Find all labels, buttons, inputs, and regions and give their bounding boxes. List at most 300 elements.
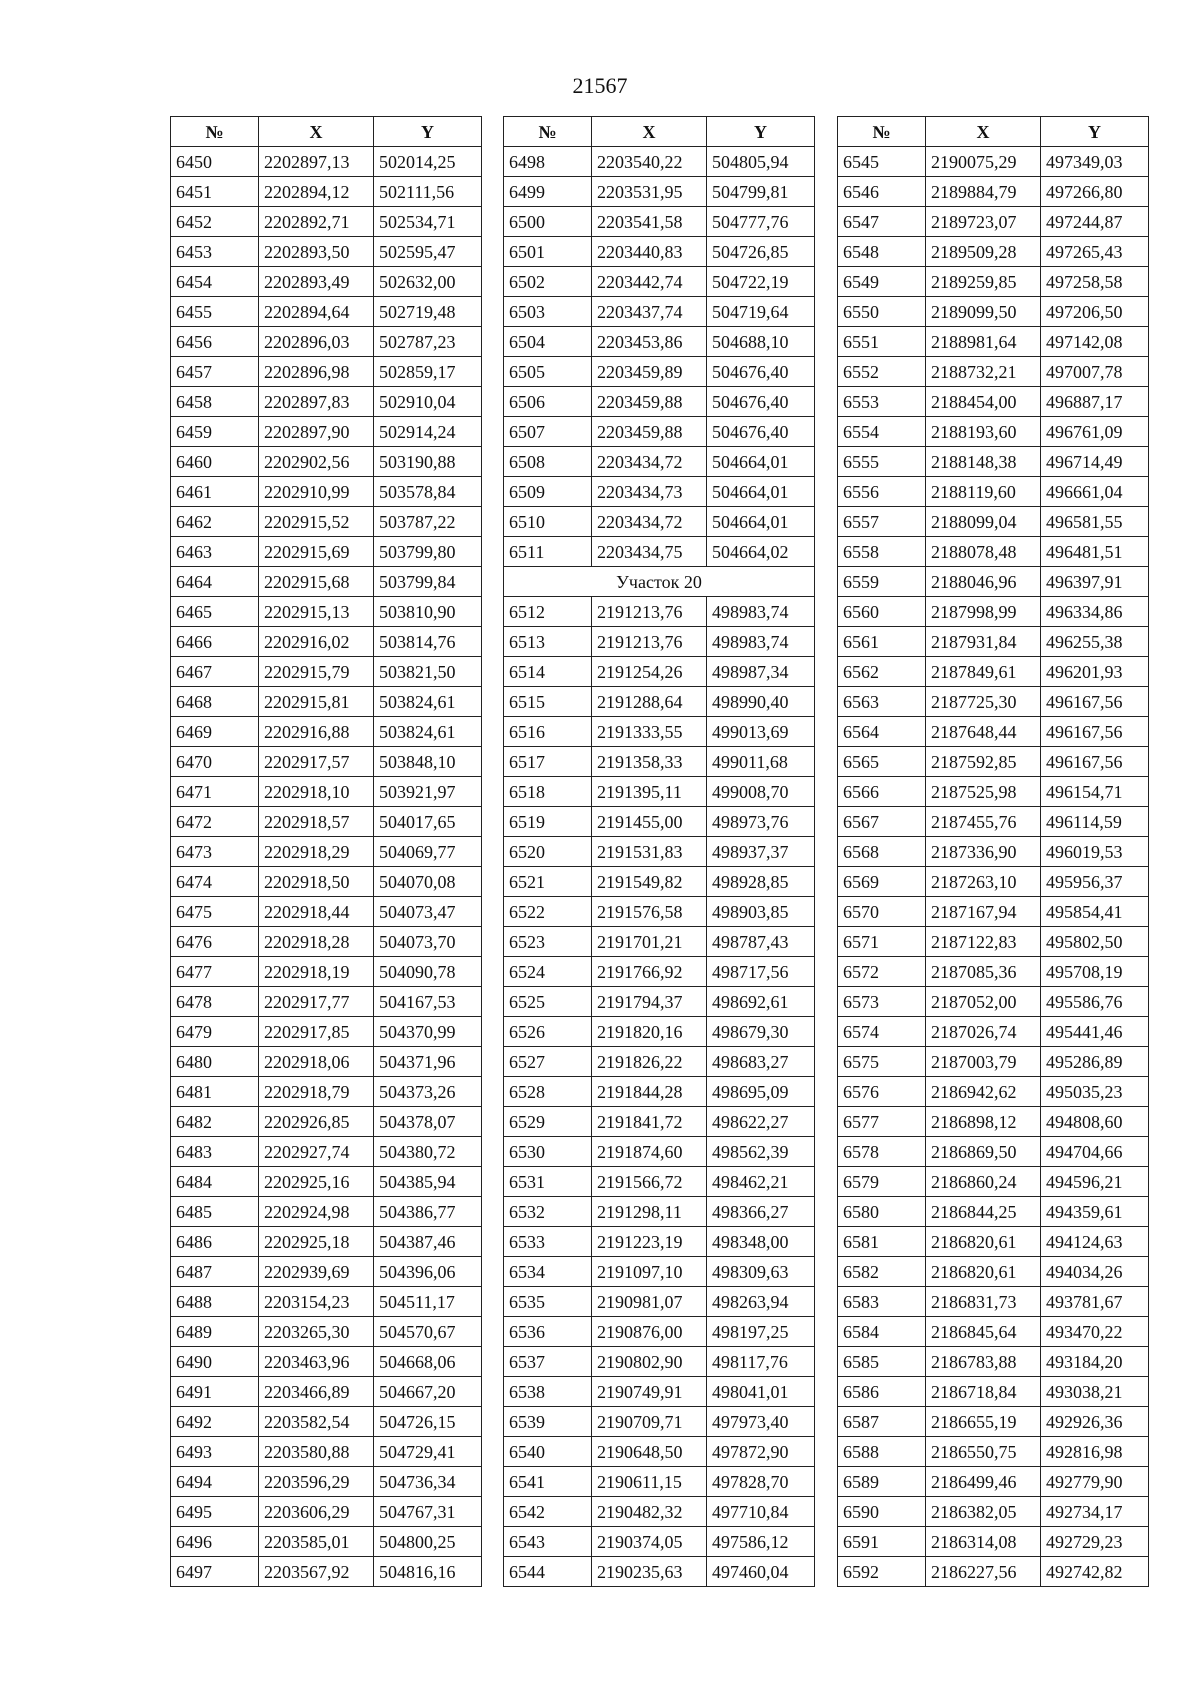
x-coordinate-cell: 2202925,16 (259, 1167, 374, 1197)
table-row (504, 627, 815, 657)
x-coordinate-cell: 2202915,68 (259, 567, 374, 597)
y-coordinate-cell: 493184,20 (1041, 1347, 1149, 1377)
table-row (838, 417, 1149, 447)
table-row (504, 177, 815, 207)
point-number-cell: 6454 (171, 267, 259, 297)
table-row (504, 387, 815, 417)
table-row (504, 327, 815, 357)
point-number-cell: 6543 (504, 1527, 592, 1557)
x-coordinate-cell: 2202893,50 (259, 237, 374, 267)
y-coordinate-cell: 498903,85 (707, 897, 815, 927)
x-coordinate-cell: 2191549,82 (592, 867, 707, 897)
y-coordinate-cell: 492779,90 (1041, 1467, 1149, 1497)
point-number-cell: 6520 (504, 837, 592, 867)
x-coordinate-cell: 2189723,07 (926, 207, 1041, 237)
table-row (504, 927, 815, 957)
point-number-cell: 6570 (838, 897, 926, 927)
point-number-cell: 6590 (838, 1497, 926, 1527)
table-row (171, 507, 482, 537)
table-row (838, 297, 1149, 327)
x-coordinate-cell: 2203582,54 (259, 1407, 374, 1437)
point-number-cell: 6586 (838, 1377, 926, 1407)
point-number-cell: 6527 (504, 1047, 592, 1077)
x-coordinate-cell: 2186860,24 (926, 1167, 1041, 1197)
point-number-cell: 6509 (504, 477, 592, 507)
y-coordinate-cell: 504664,01 (707, 507, 815, 537)
point-number-cell: 6476 (171, 927, 259, 957)
point-number-cell: 6582 (838, 1257, 926, 1287)
point-number-cell: 6461 (171, 477, 259, 507)
x-coordinate-cell: 2191358,33 (592, 747, 707, 777)
y-coordinate-cell: 499013,69 (707, 717, 815, 747)
point-number-cell: 6469 (171, 717, 259, 747)
x-coordinate-cell: 2188046,96 (926, 567, 1041, 597)
table-row (504, 687, 815, 717)
y-coordinate-cell: 494596,21 (1041, 1167, 1149, 1197)
x-coordinate-cell: 2191213,76 (592, 597, 707, 627)
table-row (838, 1167, 1149, 1197)
point-number-cell: 6578 (838, 1137, 926, 1167)
table-row (504, 357, 815, 387)
point-number-cell: 6532 (504, 1197, 592, 1227)
point-number-cell: 6575 (838, 1047, 926, 1077)
y-coordinate-cell: 504387,46 (374, 1227, 482, 1257)
point-number-cell: 6483 (171, 1137, 259, 1167)
y-coordinate-cell: 499008,70 (707, 777, 815, 807)
point-number-cell: 6499 (504, 177, 592, 207)
x-coordinate-cell: 2187849,61 (926, 657, 1041, 687)
y-coordinate-cell: 504767,31 (374, 1497, 482, 1527)
x-coordinate-cell: 2202924,98 (259, 1197, 374, 1227)
table-row (171, 837, 482, 867)
y-coordinate-cell: 502914,24 (374, 417, 482, 447)
point-number-cell: 6497 (171, 1557, 259, 1587)
table-row (171, 987, 482, 1017)
x-coordinate-cell: 2202917,77 (259, 987, 374, 1017)
y-coordinate-cell: 496581,55 (1041, 507, 1149, 537)
table-row (838, 447, 1149, 477)
header-number: № (504, 117, 592, 147)
x-coordinate-cell: 2202918,06 (259, 1047, 374, 1077)
y-coordinate-cell: 504070,08 (374, 867, 482, 897)
x-coordinate-cell: 2191223,19 (592, 1227, 707, 1257)
y-coordinate-cell: 497258,58 (1041, 267, 1149, 297)
x-coordinate-cell: 2203434,72 (592, 507, 707, 537)
x-coordinate-cell: 2186499,46 (926, 1467, 1041, 1497)
point-number-cell: 6516 (504, 717, 592, 747)
x-coordinate-cell: 2191395,11 (592, 777, 707, 807)
x-coordinate-cell: 2191841,72 (592, 1107, 707, 1137)
x-coordinate-cell: 2191826,22 (592, 1047, 707, 1077)
table-row (838, 1407, 1149, 1437)
table-row (838, 867, 1149, 897)
y-coordinate-cell: 492926,36 (1041, 1407, 1149, 1437)
table-row (504, 447, 815, 477)
point-number-cell: 6579 (838, 1167, 926, 1197)
point-number-cell: 6552 (838, 357, 926, 387)
x-coordinate-cell: 2188193,60 (926, 417, 1041, 447)
y-coordinate-cell: 498928,85 (707, 867, 815, 897)
point-number-cell: 6519 (504, 807, 592, 837)
y-coordinate-cell: 503799,80 (374, 537, 482, 567)
x-coordinate-cell: 2188148,38 (926, 447, 1041, 477)
point-number-cell: 6562 (838, 657, 926, 687)
point-number-cell: 6463 (171, 537, 259, 567)
y-coordinate-cell: 493470,22 (1041, 1317, 1149, 1347)
x-coordinate-cell: 2191333,55 (592, 717, 707, 747)
point-number-cell: 6515 (504, 687, 592, 717)
point-number-cell: 6510 (504, 507, 592, 537)
point-number-cell: 6491 (171, 1377, 259, 1407)
table-row (838, 507, 1149, 537)
y-coordinate-cell: 496661,04 (1041, 477, 1149, 507)
y-coordinate-cell: 495802,50 (1041, 927, 1149, 957)
y-coordinate-cell: 498937,37 (707, 837, 815, 867)
point-number-cell: 6478 (171, 987, 259, 1017)
x-coordinate-cell: 2186844,25 (926, 1197, 1041, 1227)
y-coordinate-cell: 503824,61 (374, 717, 482, 747)
table-row (171, 357, 482, 387)
y-coordinate-cell: 503578,84 (374, 477, 482, 507)
table-row (838, 1467, 1149, 1497)
y-coordinate-cell: 497710,84 (707, 1497, 815, 1527)
point-number-cell: 6523 (504, 927, 592, 957)
point-number-cell: 6521 (504, 867, 592, 897)
x-coordinate-cell: 2203567,92 (259, 1557, 374, 1587)
x-coordinate-cell: 2202897,83 (259, 387, 374, 417)
point-number-cell: 6474 (171, 867, 259, 897)
x-coordinate-cell: 2203531,95 (592, 177, 707, 207)
point-number-cell: 6553 (838, 387, 926, 417)
y-coordinate-cell: 495286,89 (1041, 1047, 1149, 1077)
x-coordinate-cell: 2202915,79 (259, 657, 374, 687)
y-coordinate-cell: 498679,30 (707, 1017, 815, 1047)
y-coordinate-cell: 496334,86 (1041, 597, 1149, 627)
y-coordinate-cell: 504380,72 (374, 1137, 482, 1167)
point-number-cell: 6451 (171, 177, 259, 207)
table-row (838, 1227, 1149, 1257)
x-coordinate-cell: 2191576,58 (592, 897, 707, 927)
point-number-cell: 6472 (171, 807, 259, 837)
x-coordinate-cell: 2187725,30 (926, 687, 1041, 717)
point-number-cell: 6477 (171, 957, 259, 987)
y-coordinate-cell: 504396,06 (374, 1257, 482, 1287)
x-coordinate-cell: 2191794,37 (592, 987, 707, 1017)
y-coordinate-cell: 495708,19 (1041, 957, 1149, 987)
header-x: X (259, 117, 374, 147)
x-coordinate-cell: 2203440,83 (592, 237, 707, 267)
point-number-cell: 6561 (838, 627, 926, 657)
x-coordinate-cell: 2203453,86 (592, 327, 707, 357)
table-row (171, 1377, 482, 1407)
y-coordinate-cell: 495586,76 (1041, 987, 1149, 1017)
point-number-cell: 6465 (171, 597, 259, 627)
point-number-cell: 6473 (171, 837, 259, 867)
x-coordinate-cell: 2202918,50 (259, 867, 374, 897)
table-row (504, 1257, 815, 1287)
y-coordinate-cell: 498366,27 (707, 1197, 815, 1227)
point-number-cell: 6565 (838, 747, 926, 777)
x-coordinate-cell: 2191288,64 (592, 687, 707, 717)
point-number-cell: 6585 (838, 1347, 926, 1377)
table-row (171, 1107, 482, 1137)
table-row (171, 177, 482, 207)
table-row (838, 327, 1149, 357)
table-row (171, 1227, 482, 1257)
x-coordinate-cell: 2202893,49 (259, 267, 374, 297)
y-coordinate-cell: 495035,23 (1041, 1077, 1149, 1107)
y-coordinate-cell: 504688,10 (707, 327, 815, 357)
point-number-cell: 6466 (171, 627, 259, 657)
point-number-cell: 6576 (838, 1077, 926, 1107)
y-coordinate-cell: 502014,25 (374, 147, 482, 177)
x-coordinate-cell: 2189099,50 (926, 297, 1041, 327)
table-row (838, 1287, 1149, 1317)
point-number-cell: 6534 (504, 1257, 592, 1287)
table-row (838, 837, 1149, 867)
x-coordinate-cell: 2186783,88 (926, 1347, 1041, 1377)
point-number-cell: 6574 (838, 1017, 926, 1047)
table-row (504, 1557, 815, 1587)
y-coordinate-cell: 497007,78 (1041, 357, 1149, 387)
x-coordinate-cell: 2188099,04 (926, 507, 1041, 537)
point-number-cell: 6464 (171, 567, 259, 597)
y-coordinate-cell: 504736,34 (374, 1467, 482, 1497)
x-coordinate-cell: 2190611,15 (592, 1467, 707, 1497)
table-row (504, 1527, 815, 1557)
y-coordinate-cell: 496714,49 (1041, 447, 1149, 477)
point-number-cell: 6583 (838, 1287, 926, 1317)
table-header-row (838, 117, 1149, 147)
point-number-cell: 6475 (171, 897, 259, 927)
table-row (171, 687, 482, 717)
y-coordinate-cell: 504667,20 (374, 1377, 482, 1407)
point-number-cell: 6537 (504, 1347, 592, 1377)
table-row (838, 537, 1149, 567)
table-row (838, 177, 1149, 207)
x-coordinate-cell: 2186820,61 (926, 1257, 1041, 1287)
x-coordinate-cell: 2202915,81 (259, 687, 374, 717)
table-row (171, 1437, 482, 1467)
section-row (504, 567, 815, 597)
table-row (838, 567, 1149, 597)
table-header-row (504, 117, 815, 147)
point-number-cell: 6587 (838, 1407, 926, 1437)
x-coordinate-cell: 2202918,44 (259, 897, 374, 927)
x-coordinate-cell: 2203434,73 (592, 477, 707, 507)
table-row (171, 1287, 482, 1317)
table-row (171, 477, 482, 507)
table-row (504, 987, 815, 1017)
x-coordinate-cell: 2187263,10 (926, 867, 1041, 897)
x-coordinate-cell: 2202916,02 (259, 627, 374, 657)
table-row (171, 567, 482, 597)
x-coordinate-cell: 2190374,05 (592, 1527, 707, 1557)
point-number-cell: 6559 (838, 567, 926, 597)
x-coordinate-cell: 2189509,28 (926, 237, 1041, 267)
x-coordinate-cell: 2191213,76 (592, 627, 707, 657)
table-row (504, 417, 815, 447)
y-coordinate-cell: 496397,91 (1041, 567, 1149, 597)
x-coordinate-cell: 2190482,32 (592, 1497, 707, 1527)
y-coordinate-cell: 503190,88 (374, 447, 482, 477)
y-coordinate-cell: 497586,12 (707, 1527, 815, 1557)
x-coordinate-cell: 2203154,23 (259, 1287, 374, 1317)
header-number: № (171, 117, 259, 147)
point-number-cell: 6453 (171, 237, 259, 267)
y-coordinate-cell: 496481,51 (1041, 537, 1149, 567)
table-row (504, 147, 815, 177)
point-number-cell: 6487 (171, 1257, 259, 1287)
table-row (838, 987, 1149, 1017)
y-coordinate-cell: 504570,67 (374, 1317, 482, 1347)
y-coordinate-cell: 504511,17 (374, 1287, 482, 1317)
point-number-cell: 6545 (838, 147, 926, 177)
x-coordinate-cell: 2187085,36 (926, 957, 1041, 987)
y-coordinate-cell: 503814,76 (374, 627, 482, 657)
y-coordinate-cell: 504800,25 (374, 1527, 482, 1557)
x-coordinate-cell: 2191254,26 (592, 657, 707, 687)
x-coordinate-cell: 2203580,88 (259, 1437, 374, 1467)
point-number-cell: 6524 (504, 957, 592, 987)
table-row (838, 657, 1149, 687)
table-row (838, 1377, 1149, 1407)
x-coordinate-cell: 2186869,50 (926, 1137, 1041, 1167)
table-row (504, 897, 815, 927)
point-number-cell: 6511 (504, 537, 592, 567)
y-coordinate-cell: 498983,74 (707, 627, 815, 657)
point-number-cell: 6455 (171, 297, 259, 327)
point-number-cell: 6507 (504, 417, 592, 447)
x-coordinate-cell: 2203265,30 (259, 1317, 374, 1347)
table-row (171, 1137, 482, 1167)
y-coordinate-cell: 497266,80 (1041, 177, 1149, 207)
x-coordinate-cell: 2186942,62 (926, 1077, 1041, 1107)
point-number-cell: 6560 (838, 597, 926, 627)
table-row (504, 1317, 815, 1347)
x-coordinate-cell: 2203442,74 (592, 267, 707, 297)
y-coordinate-cell: 504799,81 (707, 177, 815, 207)
y-coordinate-cell: 502719,48 (374, 297, 482, 327)
x-coordinate-cell: 2202894,12 (259, 177, 374, 207)
y-coordinate-cell: 492734,17 (1041, 1497, 1149, 1527)
point-number-cell: 6450 (171, 147, 259, 177)
x-coordinate-cell: 2190802,90 (592, 1347, 707, 1377)
x-coordinate-cell: 2186382,05 (926, 1497, 1041, 1527)
x-coordinate-cell: 2202897,13 (259, 147, 374, 177)
x-coordinate-cell: 2188454,00 (926, 387, 1041, 417)
y-coordinate-cell: 498683,27 (707, 1047, 815, 1077)
table-row (838, 897, 1149, 927)
coordinates-table-3 (837, 116, 1149, 1587)
table-row (838, 957, 1149, 987)
y-coordinate-cell: 499011,68 (707, 747, 815, 777)
point-number-cell: 6456 (171, 327, 259, 357)
point-number-cell: 6546 (838, 177, 926, 207)
y-coordinate-cell: 498622,27 (707, 1107, 815, 1137)
x-coordinate-cell: 2203596,29 (259, 1467, 374, 1497)
y-coordinate-cell: 496167,56 (1041, 717, 1149, 747)
point-number-cell: 6500 (504, 207, 592, 237)
x-coordinate-cell: 2202894,64 (259, 297, 374, 327)
table-row (171, 1017, 482, 1047)
table-row (171, 807, 482, 837)
y-coordinate-cell: 497973,40 (707, 1407, 815, 1437)
y-coordinate-cell: 497460,04 (707, 1557, 815, 1587)
x-coordinate-cell: 2188078,48 (926, 537, 1041, 567)
table-header-row (171, 117, 482, 147)
y-coordinate-cell: 494034,26 (1041, 1257, 1149, 1287)
y-coordinate-cell: 504373,26 (374, 1077, 482, 1107)
x-coordinate-cell: 2203540,22 (592, 147, 707, 177)
point-number-cell: 6573 (838, 987, 926, 1017)
table-row (838, 747, 1149, 777)
x-coordinate-cell: 2202918,10 (259, 777, 374, 807)
point-number-cell: 6529 (504, 1107, 592, 1137)
y-coordinate-cell: 492816,98 (1041, 1437, 1149, 1467)
table-row (171, 1077, 482, 1107)
table-row (504, 1407, 815, 1437)
x-coordinate-cell: 2191766,92 (592, 957, 707, 987)
x-coordinate-cell: 2190648,50 (592, 1437, 707, 1467)
y-coordinate-cell: 503821,50 (374, 657, 482, 687)
point-number-cell: 6512 (504, 597, 592, 627)
table-row (838, 357, 1149, 387)
x-coordinate-cell: 2186831,73 (926, 1287, 1041, 1317)
table-row (504, 1347, 815, 1377)
y-coordinate-cell: 502859,17 (374, 357, 482, 387)
point-number-cell: 6484 (171, 1167, 259, 1197)
table-row (504, 1497, 815, 1527)
table-row (504, 1227, 815, 1257)
point-number-cell: 6550 (838, 297, 926, 327)
table-row (504, 1077, 815, 1107)
y-coordinate-cell: 504386,77 (374, 1197, 482, 1227)
table-row (838, 777, 1149, 807)
y-coordinate-cell: 502534,71 (374, 207, 482, 237)
point-number-cell: 6533 (504, 1227, 592, 1257)
x-coordinate-cell: 2191874,60 (592, 1137, 707, 1167)
y-coordinate-cell: 492742,82 (1041, 1557, 1149, 1587)
y-coordinate-cell: 498562,39 (707, 1137, 815, 1167)
table-row (171, 597, 482, 627)
header-number: № (838, 117, 926, 147)
x-coordinate-cell: 2202917,85 (259, 1017, 374, 1047)
x-coordinate-cell: 2186718,84 (926, 1377, 1041, 1407)
point-number-cell: 6554 (838, 417, 926, 447)
section-label: Участок 20 (504, 567, 815, 597)
x-coordinate-cell: 2203434,72 (592, 447, 707, 477)
x-coordinate-cell: 2191820,16 (592, 1017, 707, 1047)
y-coordinate-cell: 504069,77 (374, 837, 482, 867)
table-row (504, 477, 815, 507)
table-row (504, 1017, 815, 1047)
x-coordinate-cell: 2187052,00 (926, 987, 1041, 1017)
point-number-cell: 6580 (838, 1197, 926, 1227)
table-row (171, 657, 482, 687)
y-coordinate-cell: 497828,70 (707, 1467, 815, 1497)
table-row (838, 207, 1149, 237)
table-row (838, 1107, 1149, 1137)
x-coordinate-cell: 2189259,85 (926, 267, 1041, 297)
y-coordinate-cell: 503824,61 (374, 687, 482, 717)
table-row (504, 1287, 815, 1317)
table-row (504, 1467, 815, 1497)
table-row (171, 1197, 482, 1227)
x-coordinate-cell: 2203437,74 (592, 297, 707, 327)
x-coordinate-cell: 2191455,00 (592, 807, 707, 837)
table-row (504, 597, 815, 627)
